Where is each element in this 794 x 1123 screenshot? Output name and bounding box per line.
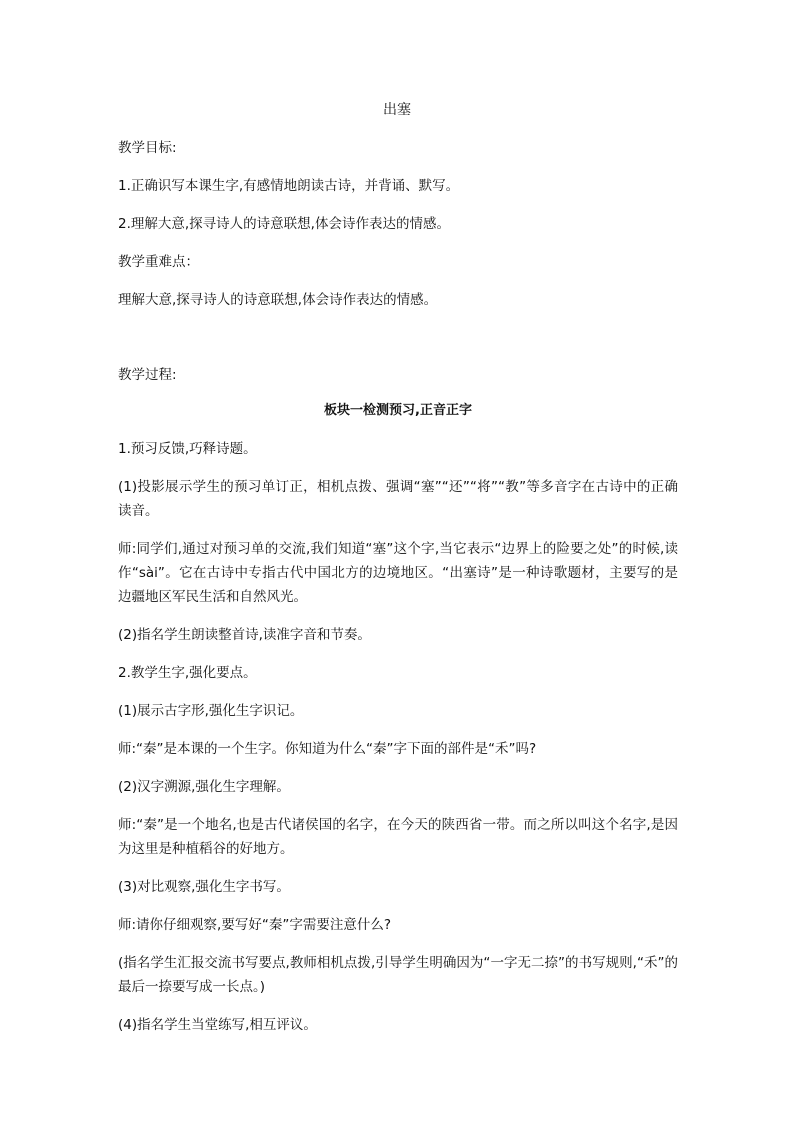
- teacher-question-writing: 师:请你仔细观察,要写好“秦”字需要注意什么?: [118, 917, 391, 933]
- step-2-heading: 2.教学生字,强化要点。: [118, 665, 257, 681]
- objective-item-2: 2.理解大意,探寻诗人的诗意联想,体会诗作表达的情感。: [118, 216, 450, 232]
- step-1-item-1: (1)投影展示学生的预习单订正，相机点拨、强调“塞”“还”“将”“教”等多音字在古诗中的正确读音。: [118, 479, 678, 519]
- step-2-item-4: (4)指名学生当堂练写,相互评议。: [118, 1017, 317, 1033]
- teacher-explanation-qin: 师:“秦”是一个地名,也是古代诸侯国的名字，在今天的陕西省一带。而之所以叫这个名字,是因为这里是种植稻谷的好地方。: [118, 817, 678, 857]
- document-body: [118, 136, 678, 1051]
- key-points-text: 理解大意,探寻诗人的诗意联想,体会诗作表达的情感。: [118, 292, 438, 308]
- teacher-explanation-sai: 师:同学们,通过对预习单的交流,我们知道“塞”这个字,当它表示“边界上的险要之处”的时候,读作“sài”。它在古诗中专指古代中国北方的边境地区。“出塞诗”是一种诗歌题材，主要写的是边疆地区军民生活和自然风光。: [118, 541, 678, 605]
- spacer: [118, 326, 678, 363]
- step-2-item-2: (2)汉字溯源,强化生字理解。: [118, 779, 290, 795]
- step-2-item-3: (3)对比观察,强化生字书写。: [118, 879, 290, 895]
- objective-item-1: 1.正确识写本课生字,有感情地朗读古诗，并背诵、默写。: [118, 178, 460, 194]
- step-1-item-2: (2)指名学生朗读整首诗,读准字音和节奏。: [118, 627, 371, 643]
- step-1-heading: 1.预习反馈,巧释诗题。: [118, 441, 257, 457]
- document-title: 出塞: [383, 102, 411, 118]
- heading-process: 教学过程:: [118, 367, 177, 383]
- heading-key-points: 教学重难点：: [118, 254, 199, 270]
- step-2-item-1: (1)展示古字形,强化生字识记。: [118, 703, 304, 719]
- teacher-question-qin: 师:“秦”是本课的一个生字。你知道为什么“秦”字下面的部件是“禾”吗?: [118, 741, 537, 757]
- heading-objectives: 教学目标:: [118, 140, 177, 156]
- section-heading: 板块一检测预习,正音正字: [324, 403, 472, 418]
- student-report-note: (指名学生汇报交流书写要点,教师相机点拨,引导学生明确因为“一字无二捺”的书写规则,“禾”的最后一捺要写成一长点。): [118, 955, 678, 995]
